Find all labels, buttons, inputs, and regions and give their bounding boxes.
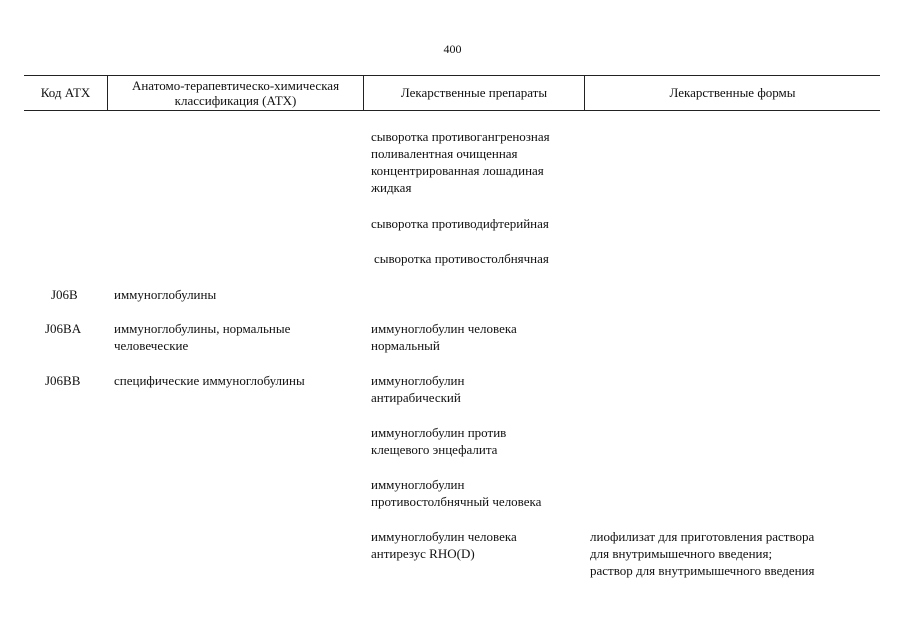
drug-name: иммуноглобулин человека нормальный (371, 321, 517, 353)
atc-name: иммуноглобулины (114, 287, 217, 302)
header-forms: Лекарственные формы (669, 85, 796, 100)
atc-code: J06BA (45, 321, 82, 336)
header-code: Код АТХ (40, 85, 91, 100)
atc-code: J06BB (45, 373, 81, 388)
atc-name: иммуноглобулины, нормальные человеческие (114, 321, 291, 353)
drug-name: иммуноглобулин против клещевого энцефалита (371, 425, 507, 457)
drug-name: сыворотка противодифтерийная (371, 216, 549, 231)
page-number: 400 (443, 42, 462, 56)
drug-name: сыворотка противостолбнячная (374, 251, 549, 266)
drug-name: иммуноглобулин противостолбнячный человека (371, 477, 542, 509)
atc-name: специфические иммуноглобулины (114, 373, 305, 388)
drug-name: иммуноглобулин человека антирезус RHO(D) (371, 529, 517, 561)
dosage-form: лиофилизат для приготовления раствора для внутримышечного введения; раствор для внутримышечного введения (590, 529, 815, 578)
atc-code: J06B (51, 287, 78, 302)
drug-name: сыворотка противогангренозная поливалентная очищенная концентрированная лошадиная жидкая (371, 129, 550, 195)
header-classification: Анатомо-терапевтическо-химическая классификация (АТХ) (131, 77, 340, 108)
table-header-bottom-rule (24, 110, 880, 111)
header-drugs: Лекарственные препараты (400, 85, 548, 100)
drug-name: иммуноглобулин антирабический (371, 373, 465, 405)
